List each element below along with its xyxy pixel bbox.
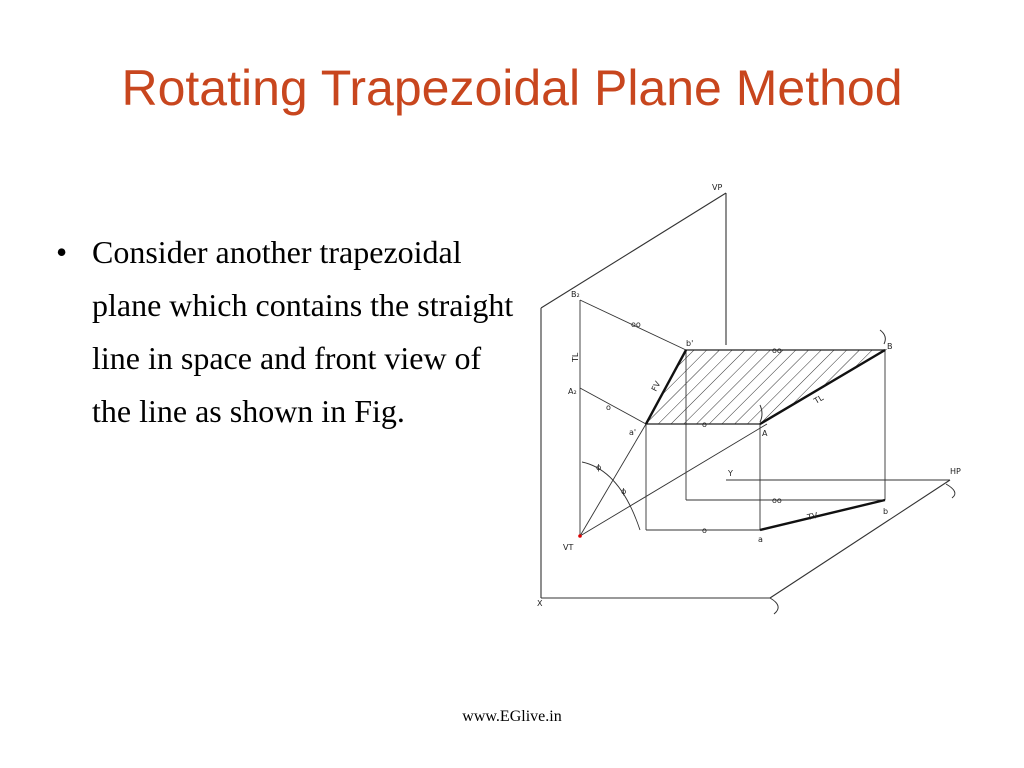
bullet-item xyxy=(50,226,520,438)
label-x: X xyxy=(537,599,543,608)
label-hp: HP xyxy=(950,467,961,476)
label-a-prime: a' xyxy=(629,428,637,437)
label-B: B xyxy=(887,342,893,351)
label-o-bottom: o xyxy=(702,526,707,535)
trapezoidal-plane-diagram xyxy=(520,170,980,630)
label-b-prime: b' xyxy=(686,339,694,348)
label-b2: B₂ xyxy=(571,290,580,299)
label-vp: VP xyxy=(712,183,723,192)
label-tv: TV xyxy=(806,510,819,522)
label-vt: VT xyxy=(563,543,574,552)
footer-url: www.EGlive.in xyxy=(462,708,562,725)
label-A: A xyxy=(762,429,768,438)
bullet-text: Consider another trapezoidal plane which contains the straight line in space and front view of the line as shown in Fig. xyxy=(92,234,514,429)
label-oo-bottom: oo xyxy=(772,496,782,505)
label-fv: FV xyxy=(649,379,663,393)
label-phi-upper: ϕ xyxy=(596,463,602,472)
label-tl-diagonal: TL xyxy=(812,393,826,406)
label-a2: A₂ xyxy=(568,387,577,396)
label-oo-top: oo xyxy=(631,320,641,329)
shaded-trapezoid xyxy=(646,350,885,424)
label-a: a xyxy=(758,535,763,544)
label-b: b xyxy=(883,507,889,516)
label-oo-mid: oo xyxy=(772,346,782,355)
label-o-center: o xyxy=(702,420,707,429)
label-y: Y xyxy=(728,469,733,478)
slide-title: Rotating Trapezoidal Plane Method xyxy=(121,60,903,116)
label-tl-vertical: TL xyxy=(571,352,580,362)
label-o-mid: o xyxy=(606,403,611,412)
vt-point xyxy=(578,534,582,538)
bullet-dot: • xyxy=(56,234,68,270)
label-phi-lower: ϕ xyxy=(621,487,627,496)
bullet-list xyxy=(50,226,520,438)
